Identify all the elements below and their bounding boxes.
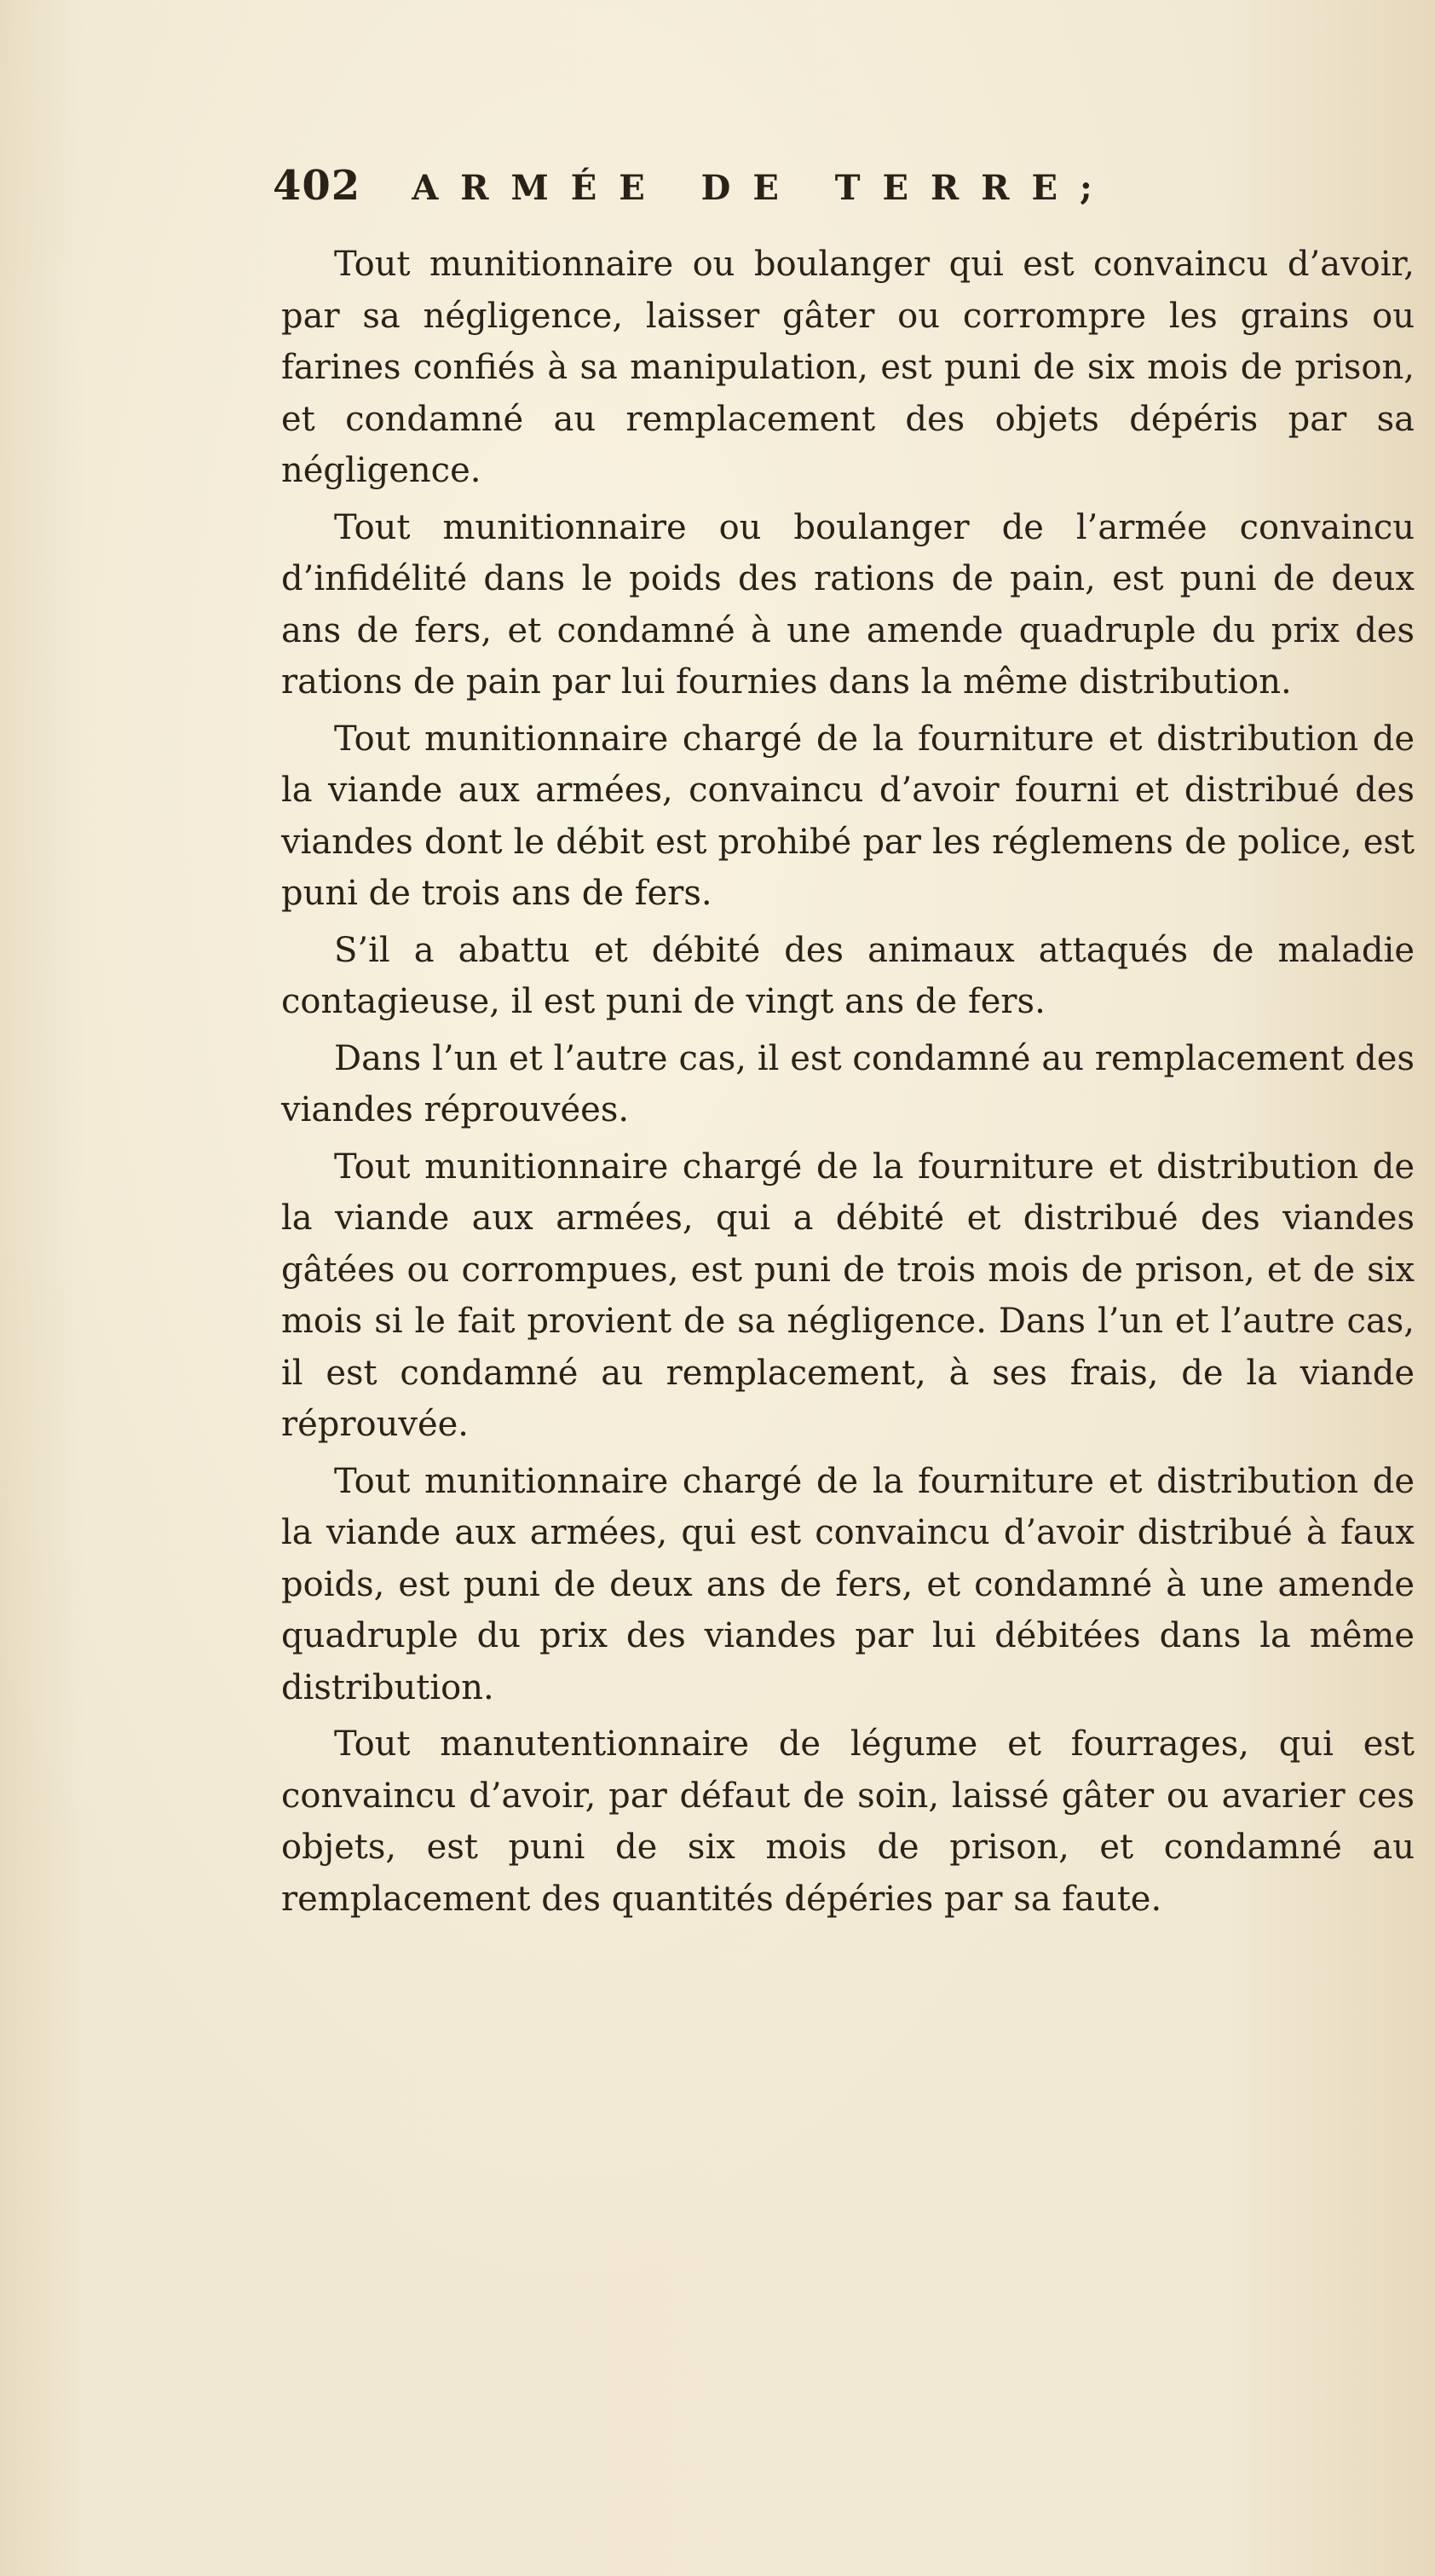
- paragraph: Tout manutentionnaire de légume et fourrages, qui est convaincu d’avoir, par défaut de soin, laissé gâter ou avarier ces objets, est puni de six mois de prison, et condamné au remplacement des quantités dépéries par sa faute.: [281, 1724, 1415, 1919]
- paragraph: S’il a abattu et débité des animaux attaqués de maladie contagieuse, il est puni de vingt ans de fers.: [281, 930, 1415, 1021]
- paragraph: Tout munitionnaire ou boulanger de l’armée convaincu d’infidélité dans le poids des rations de pain, est puni de deux ans de fers, et condamné à une amende quadruple du prix des rations de pain par lui fournies dans la même distribution.: [281, 507, 1415, 702]
- paragraph: Dans l’un et l’autre cas, il est condamné au remplacement des viandes réprouvées.: [281, 1038, 1415, 1129]
- paragraph: Tout munitionnaire chargé de la fourniture et distribution de la viande aux armées, convaincu d’avoir fourni et distribué des viandes dont le débit est prohibé par les réglemens de police, est puni de trois ans de fers.: [281, 719, 1415, 913]
- paragraph: Tout munitionnaire chargé de la fourniture et distribution de la viande aux armées, qui est convaincu d’avoir distribué à faux poids, est puni de deux ans de fers, et condamné à une amende quadruple du prix des viandes par lui débitées dans la même distribution.: [281, 1461, 1415, 1707]
- paragraph: Tout munitionnaire chargé de la fourniture et distribution de la viande aux armées, qui a débité et distribué des viandes gâtées ou corrompues, est puni de trois mois de prison, et de six mois si le fait provient de sa négligence. Dans l’un et l’autre cas, il est condamné au remplacement, à ses frais, de la viande réprouvée.: [281, 1146, 1415, 1444]
- page-header: [273, 162, 1295, 230]
- paragraph: Tout munitionnaire ou boulanger qui est convaincu d’avoir, par sa négligence, laisser gâter ou corrompre les grains ou farines confiés à sa manipulation, est puni de six mois de prison, et condamné au remplacement des objets dépéris par sa négligence.: [281, 245, 1415, 490]
- page-number: 402: [273, 162, 361, 210]
- body-text: [281, 239, 1415, 1930]
- running-title: ARMÉE DE TERRE;: [412, 168, 1115, 208]
